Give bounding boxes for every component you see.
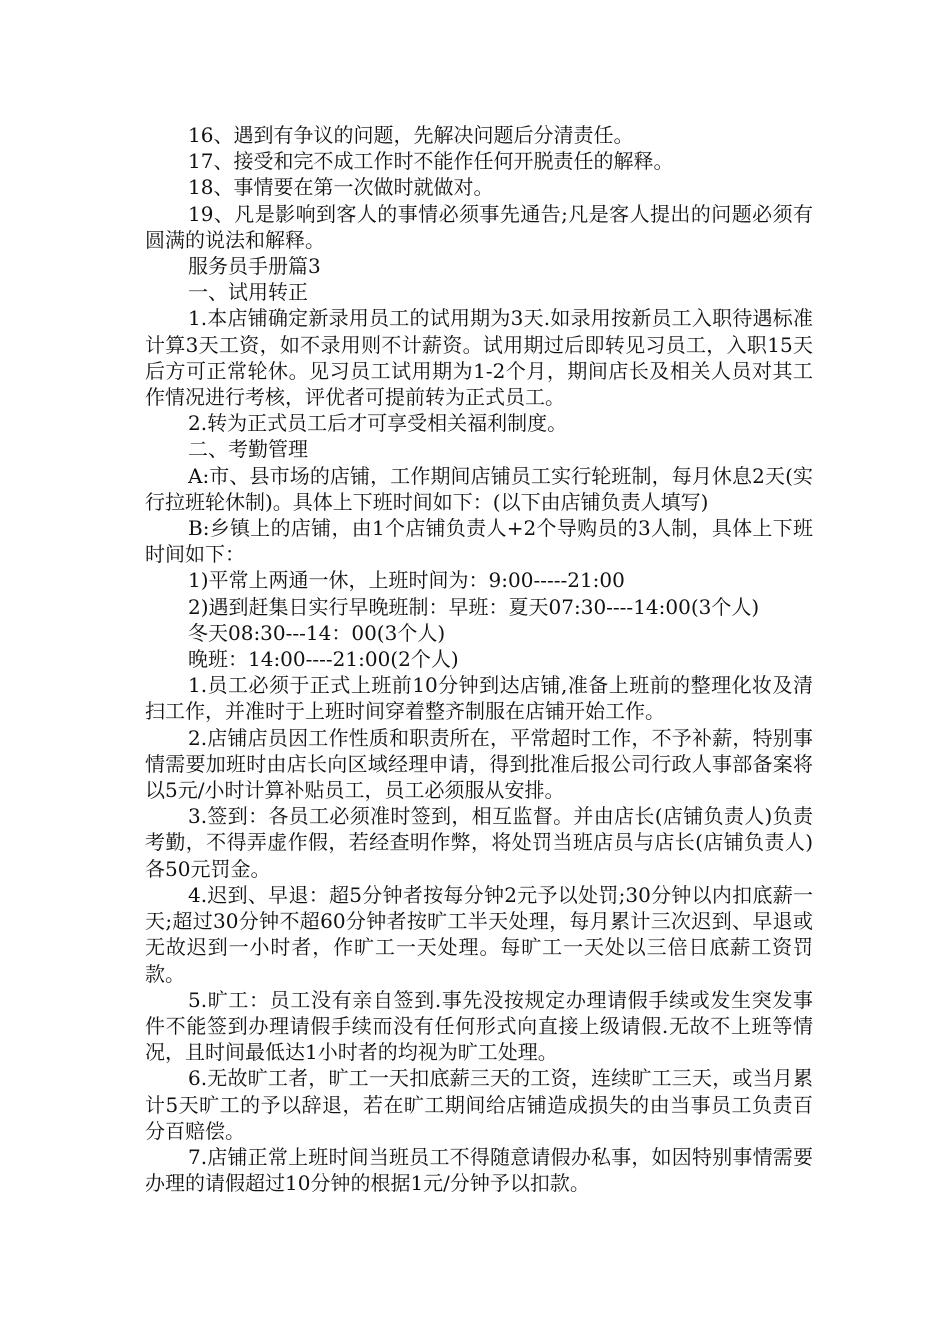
paragraph-attendance-rule-1: 1.员工必须于正式上班前10分钟到达店铺,准备上班前的整理化妆及清扫工作，并准时于上班时间穿着整齐制服在店铺开始工作。 xyxy=(145,673,813,724)
paragraph-attendance-rule-7: 7.店铺正常上班时间当班员工不得随意请假办私事，如因特别事情需要办理的请假超过10分钟的根据1元/分钟予以扣款。 xyxy=(145,1144,813,1196)
paragraph-attendance-rule-3: 3.签到：各员工必须准时签到，相互监督。并由店长(店铺负责人)负责考勤，不得弄虚作假，若经查明作弊，将处罚当班店员与店长(店铺负责人)各50元罚金。 xyxy=(145,804,813,881)
paragraph-attendance-rule-4: 4.迟到、早退：超5分钟者按每分钟2元予以处罚;30分钟以内扣底薪一天;超过30分钟不超60分钟者按旷工半天处理，每月累计三次迟到、早退或无故迟到一小时者，作旷工一天处理。每旷工一天处以三倍日底薪工资罚款。 xyxy=(145,882,813,986)
section-heading-attendance: 二、考勤管理 xyxy=(188,437,308,462)
section-heading-probation: 一、试用转正 xyxy=(188,280,308,305)
paragraph-attendance-a: A:市、县市场的店铺，工作期间店铺员工实行轮班制，每月休息2天(实行拉班轮休制)。具体上下班时间如下：(以下由店铺负责人填写) xyxy=(145,463,813,514)
paragraph-probation-1: 1.本店铺确定新录用员工的试用期为3天.如录用按新员工入职待遇标准计算3天工资，如不录用则不计薪资。试用期过后即转见习员工，入职15天后方可正常轮休。见习员工试用期为1-2个月，期间店长及相关人员对其工作情况进行考核，评优者可提前转为正式员工。 xyxy=(145,306,813,410)
paragraph-schedule-winter: 冬天08:30---14：00(3个人) xyxy=(188,620,446,645)
paragraph-schedule-evening: 晚班：14:00----21:00(2个人) xyxy=(188,647,459,672)
paragraph-attendance-rule-5: 5.旷工：员工没有亲自签到.事先没按规定办理请假手续或发生突发事件不能签到办理请假手续而没有任何形式向直接上级请假.无故不上班等情况，且时间最低达1小时者的均视为旷工处理。 xyxy=(145,987,813,1065)
paragraph-schedule-market-day: 2)遇到赶集日实行早晚班制：早班：夏天07:30----14:00(3个人) xyxy=(188,594,760,619)
paragraph-rule-17: 17、接受和完不成工作时不能作任何开脱责任的解释。 xyxy=(188,149,674,174)
paragraph-attendance-rule-2: 2.店铺店员因工作性质和职责所在，平常超时工作，不予补薪，特别事情需要加班时由店长向区域经理申请，得到批准后报公司行政人事部备案将以5元/小时计算补贴员工，员工必须服从安排。 xyxy=(145,725,813,803)
paragraph-probation-2: 2.转为正式员工后才可享受相关福利制度。 xyxy=(188,411,568,436)
section-heading-handbook-3: 服务员手册篇3 xyxy=(188,254,321,279)
document-body xyxy=(145,122,813,1196)
paragraph-rule-19: 19、凡是影响到客人的事情必须事先通告;凡是客人提出的问题必须有圆满的说法和解释。 xyxy=(145,201,813,252)
paragraph-attendance-rule-6: 6.无故旷工者，旷工一天扣底薪三天的工资，连续旷工三天，或当月累计5天旷工的予以辞退，若在旷工期间给店铺造成损失的由当事员工负责百分百赔偿。 xyxy=(145,1066,813,1143)
paragraph-rule-16: 16、遇到有争议的问题，先解决问题后分清责任。 xyxy=(188,123,634,147)
paragraph-rule-18: 18、事情要在第一次做时就做对。 xyxy=(188,175,494,200)
paragraph-schedule-normal: 1)平常上两通一休，上班时间为：9:00-----21:00 xyxy=(188,568,625,593)
paragraph-attendance-b: B:乡镇上的店铺，由1个店铺负责人+2个导购员的3人制，具体上下班时间如下： xyxy=(145,516,813,567)
